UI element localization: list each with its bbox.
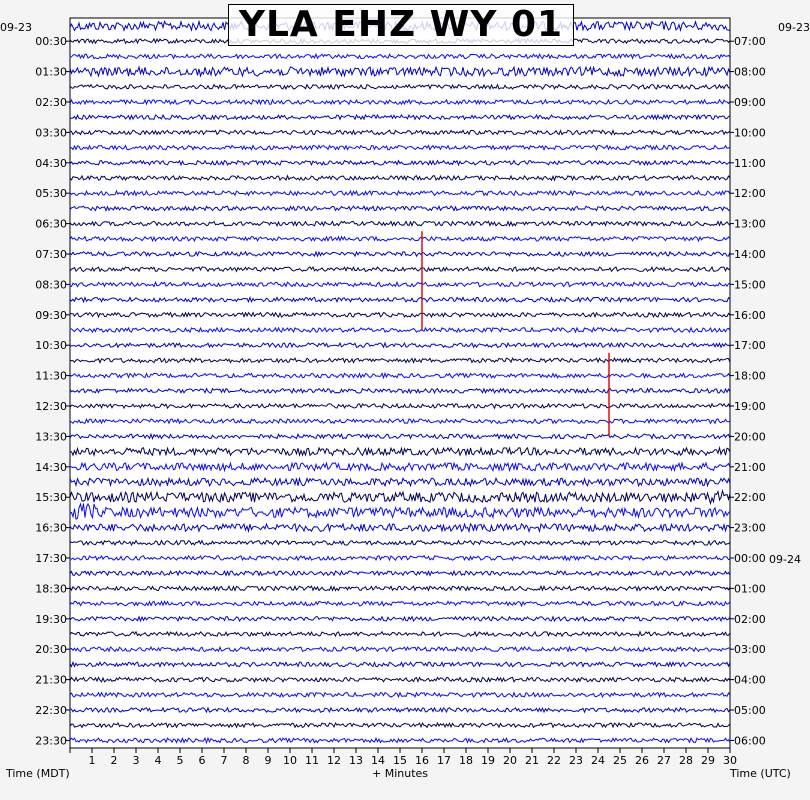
left-time-label: 04:30 bbox=[35, 156, 67, 170]
x-tick-label-16: 16 bbox=[415, 754, 429, 767]
left-time-label: 20:30 bbox=[35, 643, 67, 657]
right-time-label: 23:00 bbox=[734, 521, 766, 535]
left-time-label: 17:30 bbox=[35, 552, 67, 565]
right-time-label: 05:00 bbox=[734, 704, 766, 717]
left-time-label: 01:30 bbox=[35, 65, 67, 79]
left-time-label: 15:30 bbox=[35, 491, 67, 505]
left-time-label: 23:30 bbox=[35, 734, 67, 748]
left-time-label: 00:30 bbox=[35, 35, 67, 49]
left-time-label: 12:30 bbox=[35, 400, 67, 413]
right-time-label: 15:00 bbox=[734, 278, 766, 292]
x-tick-label-21: 21 bbox=[525, 754, 539, 767]
x-tick-label-7: 7 bbox=[220, 754, 228, 767]
right-time-label: 18:00 bbox=[734, 369, 766, 383]
x-tick-label-24: 24 bbox=[591, 754, 605, 767]
left-time-label: 06:30 bbox=[35, 217, 67, 231]
x-tick-label-4: 4 bbox=[154, 754, 162, 767]
x-tick-label-2: 2 bbox=[110, 754, 118, 767]
x-tick-label-29: 29 bbox=[701, 754, 715, 767]
x-tick-label-14: 14 bbox=[371, 754, 385, 767]
x-tick-label-25: 25 bbox=[613, 754, 627, 767]
x-tick-label-1: 1 bbox=[88, 754, 96, 767]
x-tick-label-28: 28 bbox=[679, 754, 693, 767]
right-time-label: 04:00 bbox=[734, 673, 766, 687]
x-tick-label-23: 23 bbox=[569, 754, 583, 767]
x-tick-label-18: 18 bbox=[459, 754, 473, 767]
left-time-label: 09:30 bbox=[35, 308, 67, 322]
left-time-label: 21:30 bbox=[35, 673, 67, 687]
right-time-label: 21:00 bbox=[734, 460, 766, 474]
right-time-label: 07:00 bbox=[734, 35, 766, 49]
right-time-label: 11:00 bbox=[734, 156, 766, 170]
left-time-label: 22:30 bbox=[35, 704, 67, 717]
right-time-label: 14:00 bbox=[734, 248, 766, 261]
left-time-label: 08:30 bbox=[35, 278, 67, 292]
x-tick-label-9: 9 bbox=[264, 754, 272, 767]
left-time-label: 16:30 bbox=[35, 521, 67, 535]
date-left: 09-23 bbox=[0, 21, 32, 34]
left-time-label: 18:30 bbox=[35, 582, 67, 596]
date-right: 09-23 bbox=[778, 21, 810, 34]
x-tick-label-8: 8 bbox=[242, 754, 250, 767]
right-time-label: 19:00 bbox=[734, 400, 766, 413]
right-time-label: 03:00 bbox=[734, 643, 766, 657]
x-axis-label-right: Time (UTC) bbox=[730, 767, 791, 780]
x-tick-label-6: 6 bbox=[198, 754, 206, 767]
left-time-label: 02:30 bbox=[35, 96, 67, 109]
x-axis-label-center: + Minutes bbox=[372, 767, 429, 780]
x-tick-label-12: 12 bbox=[327, 754, 341, 767]
right-time-label: 00:00 bbox=[734, 552, 766, 565]
x-tick-label-17: 17 bbox=[437, 754, 451, 767]
title-box bbox=[228, 4, 574, 46]
right-time-label: 22:00 bbox=[734, 491, 766, 505]
plot-area bbox=[70, 18, 730, 748]
x-tick-label-26: 26 bbox=[635, 754, 649, 767]
x-tick-label-22: 22 bbox=[547, 754, 561, 767]
date-next: 09-24 bbox=[769, 553, 801, 566]
x-tick-label-19: 19 bbox=[481, 754, 495, 767]
x-tick-label-20: 20 bbox=[503, 754, 517, 767]
right-time-label: 17:00 bbox=[734, 339, 766, 353]
right-time-label: 09:00 bbox=[734, 96, 766, 109]
x-tick-label-27: 27 bbox=[657, 754, 671, 767]
right-time-label: 13:00 bbox=[734, 217, 766, 231]
x-tick-label-11: 11 bbox=[305, 754, 319, 767]
x-tick-label-15: 15 bbox=[393, 754, 407, 767]
x-axis-label-left: Time (MDT) bbox=[6, 767, 70, 780]
x-tick-label-30: 30 bbox=[723, 754, 737, 767]
x-tick-label-10: 10 bbox=[283, 754, 297, 767]
right-time-label: 01:00 bbox=[734, 582, 766, 596]
right-time-label: 06:00 bbox=[734, 734, 766, 748]
left-time-label: 13:30 bbox=[35, 430, 67, 444]
right-time-label: 10:00 bbox=[734, 126, 766, 140]
x-tick-label-3: 3 bbox=[132, 754, 140, 767]
right-time-label: 02:00 bbox=[734, 612, 766, 626]
x-tick-label-5: 5 bbox=[176, 754, 184, 767]
left-time-label: 05:30 bbox=[35, 187, 67, 201]
left-time-label: 07:30 bbox=[35, 248, 67, 261]
left-time-label: 10:30 bbox=[35, 339, 67, 353]
left-time-label: 03:30 bbox=[35, 126, 67, 140]
right-time-label: 16:00 bbox=[734, 308, 766, 322]
right-time-label: 08:00 bbox=[734, 65, 766, 79]
right-time-label: 12:00 bbox=[734, 187, 766, 201]
left-time-label: 11:30 bbox=[35, 369, 67, 383]
chart-title: YLA EHZ WY 01 bbox=[238, 4, 564, 45]
left-time-label: 19:30 bbox=[35, 612, 67, 626]
right-time-label: 20:00 bbox=[734, 430, 766, 444]
x-tick-label-13: 13 bbox=[349, 754, 363, 767]
left-time-label: 14:30 bbox=[35, 460, 67, 474]
